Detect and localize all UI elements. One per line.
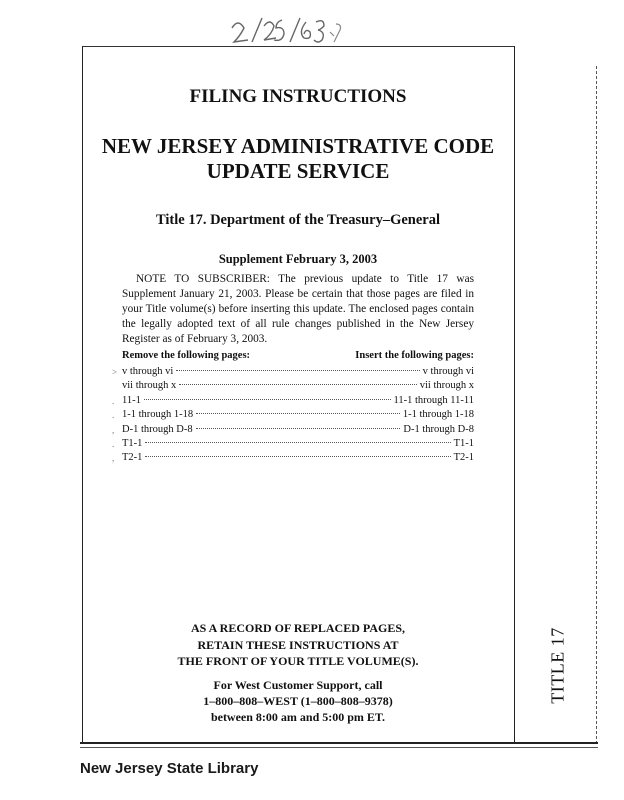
check-mark: . xyxy=(112,438,115,449)
dot-leader xyxy=(145,456,450,457)
check-mark: ˃ xyxy=(112,367,118,377)
dot-leader xyxy=(179,384,417,385)
remove-pages: T2-1 xyxy=(122,452,143,464)
insert-pages: v through vi xyxy=(422,366,474,377)
list-item xyxy=(122,408,474,422)
list-item xyxy=(122,451,474,465)
remove-column-header: Remove the following pages: xyxy=(122,350,251,361)
list-item xyxy=(122,394,474,408)
check-mark: , xyxy=(112,424,115,435)
subscriber-note-text: NOTE TO SUBSCRIBER: The previous update to Title 17 was Supplement January 21, 2003. Please be certain that those pages are filed in your Title volume(s) before inserting this update. The enclosed pages contain the legally adopted text of all rule changes published in the New Jersey Register as of February 3, 2003. xyxy=(122,273,474,345)
bottom-rule xyxy=(80,742,598,744)
code-title xyxy=(86,134,510,184)
check-mark: . xyxy=(112,410,115,421)
check-mark: . xyxy=(112,395,115,406)
title-tab-label: TITLE 17 xyxy=(547,626,568,704)
title-tab xyxy=(538,620,578,710)
list-item xyxy=(122,423,474,437)
page-list xyxy=(122,365,474,466)
library-watermark: New Jersey State Library xyxy=(80,760,259,777)
dot-leader xyxy=(145,442,450,443)
dot-leader xyxy=(144,399,391,400)
check-mark: , xyxy=(112,453,115,464)
bottom-rule-secondary xyxy=(80,747,598,748)
insert-pages: D-1 through D-8 xyxy=(403,423,474,435)
remove-pages: D-1 through D-8 xyxy=(122,423,193,435)
page-columns-header xyxy=(122,350,474,361)
dot-leader xyxy=(196,428,401,429)
list-item xyxy=(122,379,474,393)
supplement-date: Supplement February 3, 2003 xyxy=(218,252,378,266)
title-line: Title 17. Department of the Treasury–General xyxy=(155,212,441,228)
insert-pages: 11-1 through 11-11 xyxy=(393,394,474,406)
remove-pages: 11-1 xyxy=(122,394,141,406)
page-edge-rule xyxy=(596,66,597,744)
remove-pages: vii through x xyxy=(122,380,177,392)
code-title-line: NEW JERSEY ADMINISTRATIVE CODE xyxy=(101,134,495,158)
record-instructions xyxy=(86,620,510,670)
dot-leader xyxy=(176,370,419,371)
insert-pages: 1-1 through 1-18 xyxy=(402,409,474,421)
check-marks xyxy=(112,365,120,466)
list-item xyxy=(122,365,474,379)
list-item xyxy=(122,437,474,451)
remove-pages: 1-1 through 1-18 xyxy=(122,409,194,421)
insert-pages: vii through x xyxy=(419,380,474,392)
page-heading: FILING INSTRUCTIONS xyxy=(189,86,407,107)
support-line: For West Customer Support, call xyxy=(213,678,383,692)
support-hours: between 8:00 am and 5:00 pm ET. xyxy=(210,710,386,724)
code-title-line: UPDATE SERVICE xyxy=(206,159,390,183)
support-phone: 1–800–808–WEST (1–800–808–9378) xyxy=(203,694,393,708)
customer-support xyxy=(86,677,510,725)
insert-pages: T1-1 xyxy=(453,437,474,449)
record-line: THE FRONT OF YOUR TITLE VOLUME(S). xyxy=(177,654,419,668)
handwritten-date-annotation xyxy=(226,14,346,48)
record-line: RETAIN THESE INSTRUCTIONS AT xyxy=(197,637,399,652)
record-line: AS A RECORD OF REPLACED PAGES, xyxy=(190,621,406,635)
insert-pages: T2-1 xyxy=(453,452,474,464)
subscriber-note xyxy=(122,272,474,347)
insert-column-header: Insert the following pages: xyxy=(355,350,474,361)
remove-pages: v through vi xyxy=(122,366,174,377)
remove-pages: T1-1 xyxy=(122,437,143,449)
tab-divider-rule xyxy=(514,46,515,743)
check-mark xyxy=(112,379,120,393)
dot-leader xyxy=(196,413,400,414)
